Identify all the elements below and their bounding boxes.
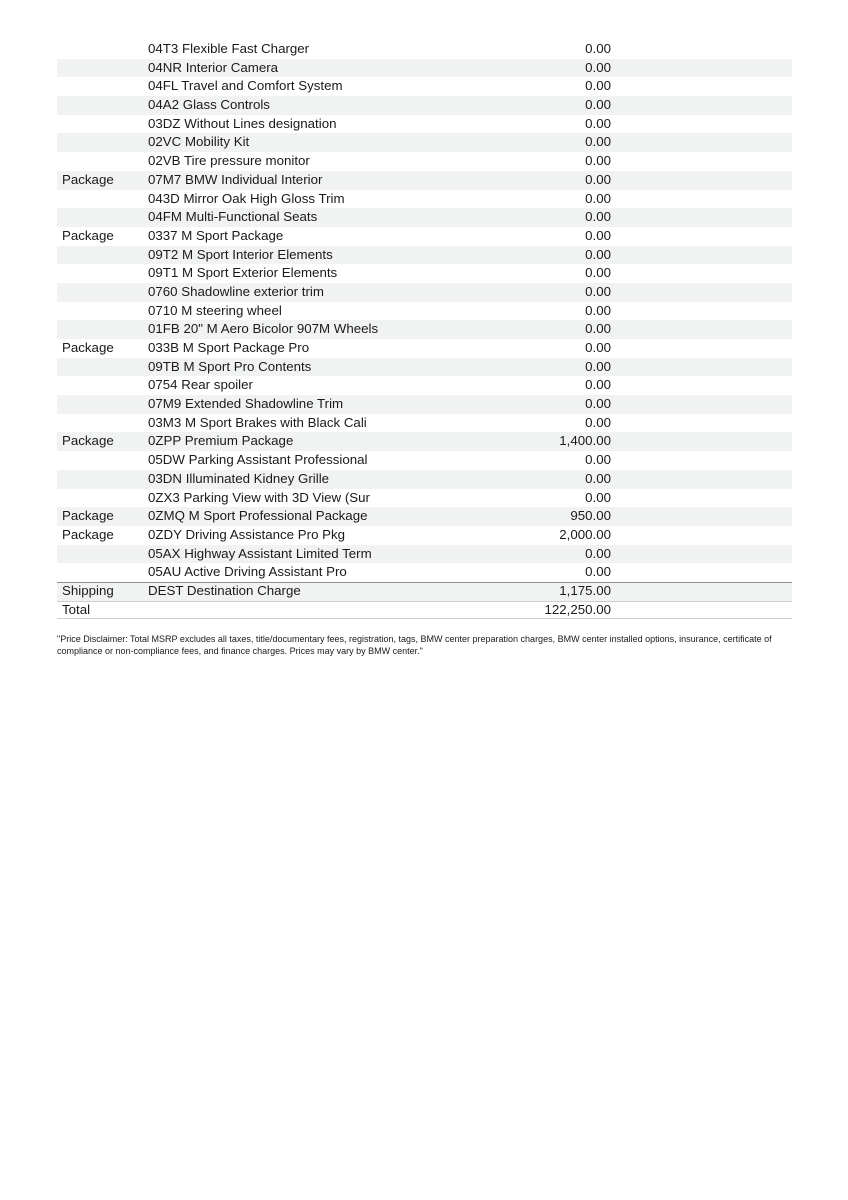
table-row	[57, 96, 792, 115]
row-option-text: 0ZDY Driving Assistance Pro Pkg	[148, 526, 346, 542]
row-option-text: 04NR Interior Camera	[148, 59, 279, 75]
table-row	[57, 115, 792, 134]
row-price: 0.00	[585, 59, 611, 75]
row-price: 0.00	[585, 227, 611, 243]
row-type-label: Package	[62, 340, 114, 355]
row-type-label: Package	[62, 433, 114, 449]
row-option-text: 0ZX3 Parking View with 3D View (Sur	[148, 489, 370, 505]
row-option-text: 0337 M Sport Package	[148, 227, 284, 243]
table-row	[57, 40, 792, 59]
table-row	[57, 414, 792, 433]
row-price: 2,000.00	[559, 526, 611, 542]
row-price: 0.00	[585, 265, 611, 281]
row-option-text: 09T2 M Sport Interior Elements	[148, 246, 333, 262]
table-row	[57, 227, 792, 246]
row-price: 0.00	[585, 115, 611, 131]
row-option-text: 07M9 Extended Shadowline Trim	[148, 396, 344, 412]
row-price: 0.00	[585, 246, 611, 262]
table-row	[57, 526, 792, 545]
table-row	[57, 358, 792, 377]
row-option-text: 0ZMQ M Sport Professional Package	[148, 508, 368, 524]
row-option-text: 04FL Travel and Comfort System	[148, 78, 343, 94]
row-option-text: 09T1 M Sport Exterior Elements	[148, 265, 338, 281]
row-price: 0.00	[585, 396, 611, 412]
table-row	[57, 339, 792, 358]
table-row	[57, 320, 792, 339]
row-type-label: Package	[62, 171, 114, 187]
row-option-text: 0754 Rear spoiler	[148, 377, 253, 393]
table-row	[57, 470, 792, 489]
row-price: 0.00	[585, 78, 611, 94]
row-option-text: 043D Mirror Oak High Gloss Trim	[148, 190, 345, 206]
table-row	[57, 432, 792, 451]
row-price: 950.00	[570, 508, 611, 524]
row-price: 0.00	[585, 41, 611, 56]
row-type-label: Package	[62, 526, 114, 542]
table-row	[57, 582, 792, 601]
row-price: 0.00	[585, 97, 611, 113]
row-price: 1,400.00	[559, 433, 611, 449]
table-row	[57, 601, 792, 620]
row-price: 0.00	[585, 414, 611, 430]
row-option-text: 04A2 Glass Controls	[148, 97, 270, 113]
price-disclaimer-text: "Price Disclaimer: Total MSRP excludes all taxes, title/documentary fees, registration, tags, BMW center preparation charges, BMW center installed options, insurance, certificate of compliance or non-compliance fees, and finance charges. Prices may vary by BMW center."	[57, 634, 772, 656]
row-option-text: DEST Destination Charge	[148, 583, 301, 599]
table-row	[57, 133, 792, 152]
table-row	[57, 190, 792, 209]
table-row	[57, 264, 792, 283]
row-option-text: 03M3 M Sport Brakes with Black Cali	[148, 414, 367, 430]
row-option-text: 0760 Shadowline exterior trim	[148, 283, 324, 299]
row-option-text: 07M7 BMW Individual Interior	[148, 171, 323, 187]
row-price: 122,250.00	[544, 601, 611, 617]
row-price: 0.00	[585, 489, 611, 505]
table-row	[57, 451, 792, 470]
table-row	[57, 376, 792, 395]
table-row	[57, 283, 792, 302]
table-row	[57, 302, 792, 321]
table-row	[57, 59, 792, 78]
row-price: 0.00	[585, 321, 611, 337]
table-row	[57, 171, 792, 190]
row-price: 0.00	[585, 377, 611, 393]
row-option-text: 05AX Highway Assistant Limited Term	[148, 545, 372, 561]
row-type-label: Total	[62, 601, 91, 617]
row-option-text: 0710 M steering wheel	[148, 302, 282, 318]
row-option-text: 033B M Sport Package Pro	[148, 340, 310, 355]
row-price: 0.00	[585, 340, 611, 355]
table-row	[57, 246, 792, 265]
row-price: 0.00	[585, 134, 611, 150]
row-price: 0.00	[585, 564, 611, 580]
table-row	[57, 507, 792, 526]
row-option-text: 03DN Illuminated Kidney Grille	[148, 470, 330, 486]
row-price: 0.00	[585, 470, 611, 486]
table-row	[57, 563, 792, 582]
row-price: 0.00	[585, 153, 611, 169]
row-option-text: 03DZ Without Lines designation	[148, 115, 337, 131]
row-option-text: 04FM Multi-Functional Seats	[148, 209, 318, 225]
table-row	[57, 395, 792, 414]
row-price: 0.00	[585, 302, 611, 318]
table-row	[57, 77, 792, 96]
row-type-label: Package	[62, 508, 114, 524]
table-row	[57, 545, 792, 564]
row-option-text: 0ZPP Premium Package	[148, 433, 294, 449]
row-type-label: Shipping	[62, 583, 114, 599]
row-option-text: 05AU Active Driving Assistant Pro	[148, 564, 347, 580]
row-price: 0.00	[585, 171, 611, 187]
row-option-text: 01FB 20" M Aero Bicolor 907M Wheels	[148, 321, 379, 337]
row-option-text: 02VC Mobility Kit	[148, 134, 250, 150]
table-row	[57, 208, 792, 227]
options-table	[57, 40, 792, 619]
row-type-label: Package	[62, 227, 114, 243]
row-option-text: 04T3 Flexible Fast Charger	[148, 41, 310, 56]
row-price: 0.00	[585, 358, 611, 374]
row-price: 0.00	[585, 452, 611, 468]
row-price: 0.00	[585, 545, 611, 561]
row-option-text: 09TB M Sport Pro Contents	[148, 358, 312, 374]
row-option-text: 02VB Tire pressure monitor	[148, 153, 310, 169]
row-price: 0.00	[585, 283, 611, 299]
row-price: 0.00	[585, 209, 611, 225]
table-row	[57, 489, 792, 508]
row-price: 1,175.00	[559, 583, 611, 599]
row-option-text: 05DW Parking Assistant Professional	[148, 452, 368, 468]
table-row	[57, 152, 792, 171]
row-price: 0.00	[585, 190, 611, 206]
options-table-body	[57, 40, 792, 619]
